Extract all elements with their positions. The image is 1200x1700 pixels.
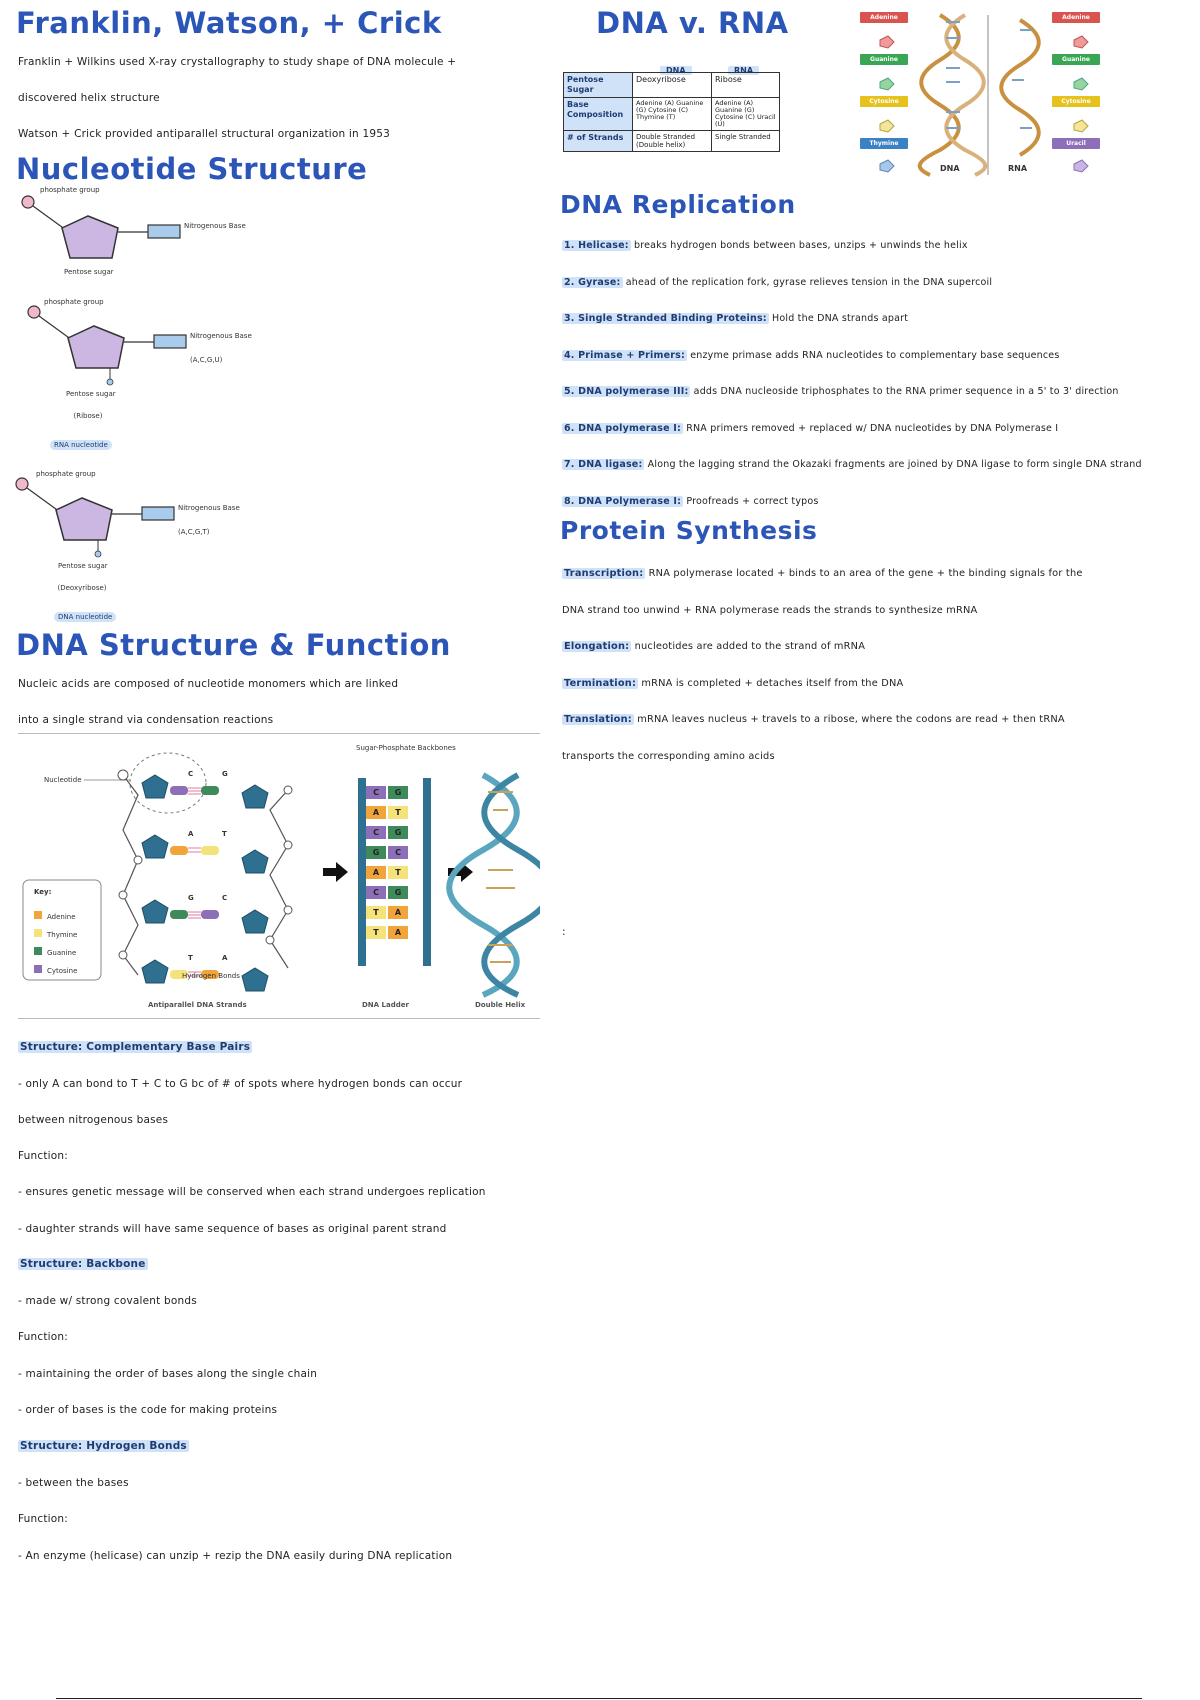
title-protein-synthesis: Protein Synthesis — [560, 516, 818, 545]
fwc-line-1: Franklin + Wilkins used X-ray crystallography to study shape of DNA molecule + — [18, 56, 457, 68]
step-key: 1. Helicase: — [564, 240, 629, 251]
sugar-type-ribose: (Ribose) — [73, 412, 103, 420]
protein-line — [562, 568, 1083, 579]
divider-line-2 — [18, 1018, 540, 1019]
hydrogen-bonds-line-1: - between the bases — [18, 1477, 129, 1489]
key-label: Adenine — [47, 913, 76, 921]
protein-line — [562, 751, 775, 762]
structure-heading-hydrogen-bonds: Structure: Hydrogen Bonds — [20, 1440, 187, 1452]
base-pairs-function-1: - ensures genetic message will be conserved when each strand undergoes replication — [18, 1186, 486, 1198]
protein-text: mRNA leaves nucleus + travels to a ribose, where the codons are read + then tRNA — [633, 714, 1065, 725]
ladder-base: C — [366, 786, 386, 799]
base-label-3: Nitrogenous Base — [178, 504, 240, 512]
helix-rna-label: RNA — [1008, 164, 1028, 173]
step-text: breaks hydrogen bonds between bases, unzips + unwinds the helix — [630, 240, 968, 251]
key-label: Thymine — [47, 931, 78, 939]
base-letters-rna: (A,C,G,U) — [190, 356, 223, 364]
ladder-base: C — [366, 886, 386, 899]
table-row — [564, 98, 780, 131]
legend-chip: Cytosine — [1052, 96, 1100, 107]
backbone-function-2: - order of bases is the code for making proteins — [18, 1404, 278, 1416]
pair-letter: T — [188, 954, 193, 962]
title-dna-structure-function: DNA Structure & Function — [16, 628, 451, 662]
key-swatch — [34, 911, 42, 919]
key-swatch — [34, 965, 42, 973]
table-row — [564, 131, 780, 152]
protein-text: RNA polymerase located + binds to an area of the gene + the binding signals for the — [645, 568, 1083, 579]
step-key: 8. DNA Polymerase I: — [564, 495, 682, 507]
pair-letter: A — [222, 954, 228, 962]
ladder-base: G — [366, 846, 386, 859]
sugar-label-3: Pentose sugar — [58, 562, 108, 570]
legend-chip: Guanine — [860, 54, 908, 65]
replication-step — [562, 240, 968, 251]
step-key: 7. DNA ligase: — [564, 459, 643, 470]
key-item — [34, 904, 76, 923]
backbone-function-1: - maintaining the order of bases along the single chain — [18, 1368, 318, 1380]
protein-key: Translation: — [564, 714, 632, 725]
dna-cell: Double Stranded (Double helix) — [633, 131, 712, 152]
rna-cell: Ribose — [712, 73, 780, 98]
phosphate-label-1: phosphate group — [40, 186, 100, 194]
ladder-base: T — [366, 926, 386, 939]
rna-cell: Single Stranded — [712, 131, 780, 152]
divider-line — [18, 733, 540, 734]
ladder-base: C — [388, 846, 408, 859]
sugar-label-1: Pentose sugar — [64, 268, 114, 276]
step-text: Proofreads + correct typos — [683, 495, 819, 507]
legend-chip: Uracil — [1052, 138, 1100, 149]
dna-structure-diagram — [18, 740, 540, 1015]
protein-key: Transcription: — [564, 568, 644, 579]
function-label-2: Function: — [18, 1331, 68, 1343]
base-label-2: Nitrogenous Base — [190, 332, 252, 340]
ladder-base: G — [388, 886, 408, 899]
key-item — [34, 922, 77, 941]
pair-letter: G — [188, 894, 194, 902]
step-key: 4. Primase + Primers: — [564, 349, 685, 361]
hydrogen-bonds-function-1: - An enzyme (helicase) can unzip + rezip the DNA easily during DNA replication — [18, 1550, 453, 1562]
structure-heading-backbone: Structure: Backbone — [20, 1258, 146, 1270]
protein-text: nucleotides are added to the strand of mRNA — [631, 641, 866, 652]
base-label-1: Nitrogenous Base — [184, 222, 246, 230]
diagram-sugar-phosphate-label: Sugar-Phosphate Backbones — [356, 744, 456, 752]
protein-key: Elongation: — [564, 641, 630, 652]
dna-cell: Deoxyribose — [633, 73, 712, 98]
protein-text: transports the corresponding amino acids — [562, 750, 775, 762]
protein-line — [562, 605, 977, 616]
replication-step — [562, 313, 908, 324]
dna-sf-line-2: into a single strand via condensation reactions — [18, 714, 274, 726]
stray-mark: : — [562, 926, 566, 938]
function-label-3: Function: — [18, 1513, 68, 1525]
protein-line — [562, 641, 865, 652]
dna-nucleotide-tag: DNA nucleotide — [54, 604, 116, 623]
title-nucleotide-structure: Nucleotide Structure — [16, 152, 368, 186]
phosphate-label-2: phosphate group — [44, 298, 104, 306]
key-label: Cytosine — [47, 967, 78, 975]
diagram-hydrogen-bonds-label: Hydrogen Bonds — [182, 972, 240, 980]
replication-step — [562, 423, 1058, 434]
step-text: enzyme primase adds RNA nucleotides to complementary base sequences — [687, 349, 1060, 361]
ladder-base: T — [366, 906, 386, 919]
function-label-1: Function: — [18, 1150, 68, 1162]
dna-cell: Adenine (A) Guanine (G) Cytosine (C) Thymine (T) — [633, 98, 712, 131]
title-dna-vs-rna: DNA v. RNA — [596, 6, 789, 40]
protein-line — [562, 714, 1065, 725]
ladder-base: G — [388, 786, 408, 799]
replication-step — [562, 277, 992, 288]
base-pairs-line-2: between nitrogenous bases — [18, 1114, 169, 1126]
ladder-base: A — [388, 926, 408, 939]
caption-ladder: DNA Ladder — [362, 1001, 409, 1009]
dna-sf-line-1: Nucleic acids are composed of nucleotide monomers which are linked — [18, 678, 399, 690]
pair-letter: C — [188, 770, 194, 778]
rna-nucleotide-tag: RNA nucleotide — [50, 432, 112, 451]
protein-text: mRNA is completed + detaches itself from the DNA — [638, 677, 904, 689]
key-title: Key: — [34, 888, 52, 896]
fwc-line-2: discovered helix structure — [18, 92, 160, 104]
protein-key: Termination: — [564, 677, 637, 689]
step-key: 6. DNA polymerase I: — [564, 422, 681, 434]
table-col-dna: DNA — [660, 58, 692, 77]
nucleotide-diagram-generic — [18, 188, 288, 298]
step-key: 2. Gyrase: — [564, 276, 621, 288]
row-label: Base Composition — [564, 98, 633, 131]
step-text: adds DNA nucleoside triphosphates to the RNA primer sequence in a 5' to 3' direction — [690, 386, 1119, 397]
replication-step — [562, 496, 819, 507]
row-label: # of Strands — [564, 131, 633, 152]
legend-chip: Thymine — [860, 138, 908, 149]
fwc-line-3: Watson + Crick provided antiparallel structural organization in 1953 — [18, 128, 390, 140]
base-pairs-line-1: - only A can bond to T + C to G bc of # of spots where hydrogen bonds can occur — [18, 1078, 463, 1090]
pair-letter: C — [222, 894, 228, 902]
nucleotide-diagram-rna — [18, 298, 288, 408]
key-swatch — [34, 929, 42, 937]
key-swatch — [34, 947, 42, 955]
base-letters-dna: (A,C,G,T) — [178, 528, 210, 536]
step-text: RNA primers removed + replaced w/ DNA nucleotides by DNA Polymerase I — [682, 422, 1059, 434]
sugar-type-deoxyribose: (Deoxyribose) — [57, 584, 107, 592]
diagram-nucleotide-label: Nucleotide — [44, 776, 82, 784]
nucleotide-diagram-dna — [10, 470, 280, 580]
step-text: Along the lagging strand the Okazaki fragments are joined by DNA ligase to form single DNA strand — [644, 459, 1142, 470]
table-row — [564, 73, 780, 98]
table-col-rna: RNA — [728, 58, 759, 77]
step-key: 5. DNA polymerase III: — [564, 386, 689, 397]
caption-double-helix: Double Helix — [475, 1001, 526, 1009]
legend-chip: Adenine — [1052, 12, 1100, 23]
sugar-label-2: Pentose sugar — [66, 390, 116, 398]
protein-line — [562, 678, 903, 689]
title-dna-replication: DNA Replication — [560, 190, 796, 219]
helix-dna-label: DNA — [940, 164, 960, 173]
phosphate-label-3: phosphate group — [36, 470, 96, 478]
step-text: Hold the DNA strands apart — [768, 313, 909, 324]
dna-rna-table — [563, 72, 780, 152]
key-item — [34, 958, 77, 977]
key-item — [34, 940, 76, 959]
step-key: 3. Single Stranded Binding Proteins: — [564, 313, 767, 324]
dna-rna-helix-illustration — [860, 10, 1110, 180]
base-pairs-function-2: - daughter strands will have same sequence of bases as original parent strand — [18, 1223, 447, 1235]
pair-letter: A — [188, 830, 194, 838]
bottom-rule — [56, 1698, 1142, 1699]
caption-antiparallel: Antiparallel DNA Strands — [148, 1001, 247, 1009]
replication-step — [562, 459, 1142, 470]
legend-chip: Guanine — [1052, 54, 1100, 65]
step-text: ahead of the replication fork, gyrase relieves tension in the DNA supercoil — [622, 276, 993, 288]
title-franklin-watson-crick: Franklin, Watson, + Crick — [16, 6, 442, 40]
replication-step — [562, 350, 1060, 361]
ladder-base: T — [388, 866, 408, 879]
backbone-line-1: - made w/ strong covalent bonds — [18, 1295, 197, 1307]
legend-chip: Cytosine — [860, 96, 908, 107]
ladder-base: C — [366, 826, 386, 839]
ladder-base: A — [388, 906, 408, 919]
pair-letter: G — [222, 770, 228, 778]
rna-cell: Adenine (A) Guanine (G) Cytosine (C) Uracil (U) — [712, 98, 780, 131]
pair-letter: T — [222, 830, 227, 838]
ladder-base: A — [366, 866, 386, 879]
key-label: Guanine — [47, 949, 77, 957]
replication-step — [562, 386, 1119, 397]
structure-heading-base-pairs: Structure: Complementary Base Pairs — [20, 1041, 251, 1053]
ladder-base: G — [388, 826, 408, 839]
ladder-base: T — [388, 806, 408, 819]
legend-chip: Adenine — [860, 12, 908, 23]
protein-text: DNA strand too unwind + RNA polymerase reads the strands to synthesize mRNA — [562, 604, 978, 616]
row-label: Pentose Sugar — [564, 73, 633, 98]
ladder-base: A — [366, 806, 386, 819]
